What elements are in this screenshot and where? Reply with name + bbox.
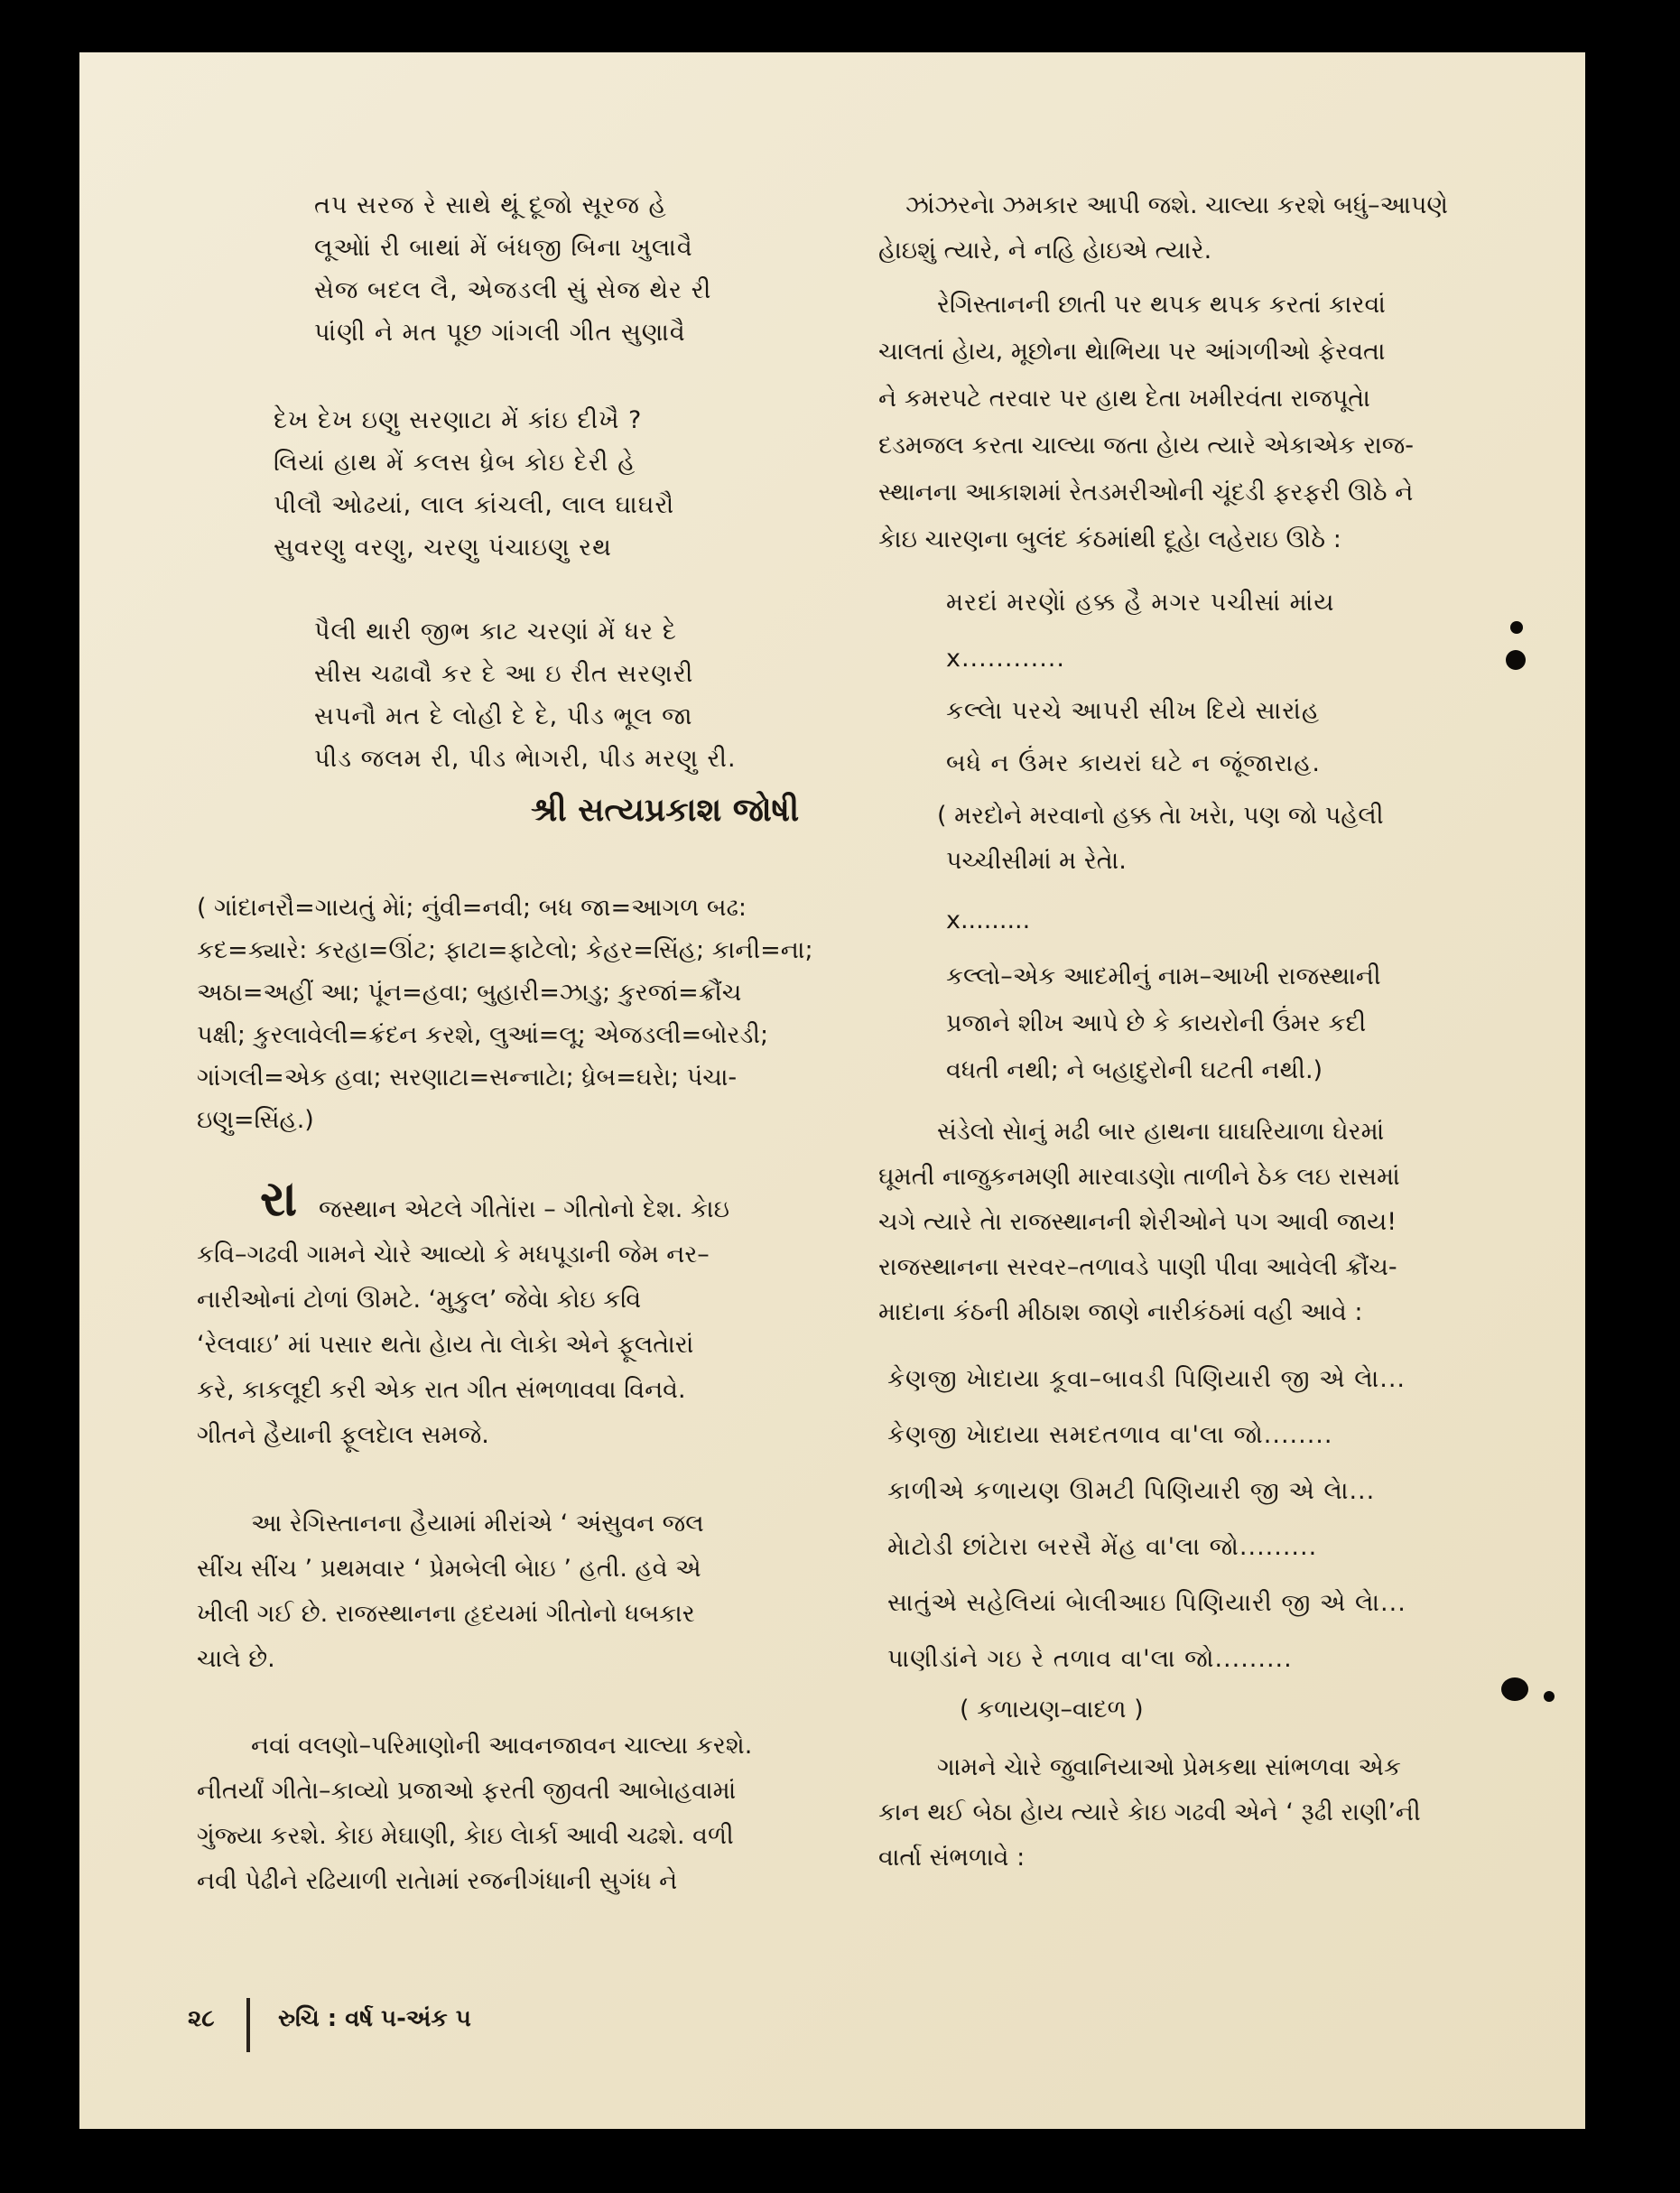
paragraph-line: નવાં વલણો–પરિમાણોની આવનજાવન ચાલ્યા કરશે. <box>251 1732 753 1760</box>
poem-line: સેજ બદલ લૈ, એજડલી સું સેજ થેર રી <box>314 276 712 304</box>
paragraph-line: સ્થાનના આકાશમાં રેતડમરીઓની ચૂંદડી ફરફરી ઊઠે ને <box>878 479 1414 506</box>
doha-dots: x............ <box>946 645 1065 673</box>
paragraph-line: હેાઇશું ત્યારે, ને નહિ હેાઇએ ત્યારે. <box>878 237 1212 265</box>
song-line: પાણીડાંને ગઇ રે તળાવ વા'લા જો......... <box>887 1645 1293 1673</box>
doha-gloss-line: કલ્લો–એક આદમીનું નામ–આખી રાજસ્થાની <box>946 962 1381 990</box>
paragraph-line: રેગિસ્તાનની છાતી પર થપક થપક કરતાં કારવાં <box>937 291 1386 319</box>
paragraph-line: ‘રેલવાઇ’ માં પસાર થતેા હેાય તેા લેાકેા એને ફૂલતેારાં <box>197 1331 694 1359</box>
doha-line: મરદાં મરણેાં હક્ક હૈ મગર પચીસાં માંય <box>946 589 1335 617</box>
paragraph-line: ચાલે છે. <box>197 1645 275 1673</box>
journal-name: રુચિ : વર્ષ ૫-અંક ૫ <box>278 2005 471 2032</box>
paragraph-line: સંડેલો સેાનું મઢી બાર હાથના ઘાઘરિયાળા ઘેરમાં <box>937 1118 1385 1146</box>
magazine-page <box>79 52 1585 2129</box>
paragraph-line: નીતર્યાં ગીતેા–કાવ્યો પ્રજાઓ ફરતી જીવતી આબેાહવામાં <box>197 1777 737 1805</box>
glossary-line: ( ગાંદાનરૌ=ગાયતું મેાં; નુંવી=નવી; બધ જા=આગળ બઢ: <box>197 894 747 922</box>
paragraph-line: ઝાંઝરનેા ઝમકાર આપી જશે. ચાલ્યા કરશે બધું–આપણે <box>905 191 1448 219</box>
poem-line: સપનૌ મત દે લોહી દે દે, પીડ ભૂલ જા <box>314 702 693 730</box>
poem-line: દેખ દેખ ઇણુ સરણાટા મેં કાંઇ દીખૈ ? <box>274 406 643 434</box>
doha-gloss-line: પચ્ચીસીમાં મ રેતેા. <box>946 847 1127 875</box>
doha-line: કલ્લેા પરચે આપરી સીખ દિયે સારાંહ <box>946 697 1321 725</box>
glossary-line: કદ=ક્યારે: કરહા=ઊંટ; ફાટા=ફાટેલો; કેહર=સિંહ; કાની=ના; <box>197 936 813 964</box>
paragraph-line: વાર્તા સંભળાવે : <box>878 1844 1026 1872</box>
glossary-line: પક્ષી; કુરલાવેલી=ક્રંદન કરશે, લુઆં=લૂ; એજડલી=બોરડી; <box>197 1021 769 1049</box>
poem-line: સુવરણુ વરણુ, ચરણુ પંચાઇણુ રથ <box>274 534 612 562</box>
paragraph-line: કેાઇ ચારણના બુલંદ કંઠમાંથી દૂહેા લહેરાઇ ઊઠે : <box>878 525 1341 553</box>
song-line: કાળીએ કળાયણ ઊમટી પિણિયારી જી એ લેા... <box>887 1477 1376 1505</box>
page-number: ૨૮ <box>188 2005 215 2032</box>
paragraph-line: ઘૂમતી નાજુકનમણી મારવાડણેા તાળીને ઠેક લઇ રાસમાં <box>878 1163 1400 1191</box>
doha-gloss-line: ( મરદોને મરવાનો હક્ક તેા ખરેા, પણ જો પહેલી <box>937 802 1384 830</box>
paragraph-line: ચગે ત્યારે તેા રાજસ્થાનની શેરીઓને પગ આવી જાય! <box>878 1208 1397 1236</box>
poem-line: પાંણી ને મત પૂછ ગાંગલી ગીત સુણાવૈ <box>314 319 686 347</box>
doha-gloss-line: પ્રજાને શીખ આપે છે કે કાયરોની ઉંમર કદી <box>946 1009 1367 1037</box>
paragraph-line: ખીલી ગઈ છે. રાજસ્થાનના હૃદયમાં ગીતોનો ધબકાર <box>197 1600 695 1628</box>
poem-line: પીડ જલમ રી, પીડ ભેાગરી, પીડ મરણુ રી. <box>314 745 737 773</box>
footer-divider <box>246 1998 250 2052</box>
paragraph-line: માદાના કંઠની મીઠાશ જાણે નારીકંઠમાં વહી આવે : <box>878 1298 1363 1326</box>
punch-hole <box>1510 621 1523 634</box>
punch-hole <box>1544 1691 1555 1702</box>
punch-hole <box>1501 1677 1528 1701</box>
paragraph-line: કરે, કાકલૂદી કરી એક રાત ગીત સંભળાવવા વિનવે. <box>197 1376 686 1404</box>
poem-line: પૈલી થારી જીભ કાટ ચરણાં મેં ધર દે <box>314 618 677 646</box>
song-line: મેાટોડી છાંટેારા બરસૈ મેંહ વા'લા જો......... <box>887 1533 1318 1561</box>
paragraph-line: આ રેગિસ્તાનના હૈયામાં મીરાંએ ‘ અંસુવન જલ <box>251 1510 704 1538</box>
glossary-line: અઠા=અહીં આ; પૂંન=હવા; બુહારી=ઝાડુ; કુરજાં=ક્રૌંચ <box>197 979 742 1007</box>
paragraph-line: નવી પેઢીને રઢિયાળી રાતેામાં રજનીગંધાની સુગંધ ને <box>197 1867 678 1895</box>
paragraph-line: ગુંજ્યા કરશે. કેાઇ મેઘાણી, કેાઇ લેાર્કા આવી ચઢશે. વળી <box>197 1822 734 1850</box>
poem-line: સીસ ચઢાવૌ કર દે આ ઇ રીત સરણરી <box>314 660 694 688</box>
drop-cap: રા <box>260 1170 298 1227</box>
paragraph-line: કવિ–ગઢવી ગામને ચેારે આવ્યો કે મધપૂડાની જેમ નર– <box>197 1241 710 1268</box>
paragraph-line: રાજસ્થાનના સરવર–તળાવડે પાણી પીવા આવેલી ક્રૌંચ- <box>878 1253 1397 1281</box>
paragraph-line: જસ્થાન એટલે ગીતેાંરા – ગીતોનો દેશ. કેાઇ <box>319 1195 729 1223</box>
poem-author: શ્રી સત્યપ્રકાશ જોષી <box>531 792 800 829</box>
song-line: કેણજી ખેાદાયા સમદતળાવ વા'લા જો........ <box>887 1421 1333 1449</box>
glossary-line: ઇણુ=સિંહ.) <box>197 1106 314 1134</box>
paragraph-line: સીંચ સીંચ ’ પ્રથમવાર ‘ પ્રેમબેલી બેાઇ ’ હતી. હવે એ <box>197 1555 701 1583</box>
paragraph-line: ગામને ચેારે જુવાનિયાઓ પ્રેમકથા સાંભળવા એક <box>937 1753 1401 1781</box>
glossary-line: ગાંગલી=એક હવા; સરણાટા=સન્નાટેા; ધ્રેબ=ઘરેા; પંચા- <box>197 1064 738 1092</box>
song-line: સાતુંએ સહેલિયાં બેાલીઆઇ પિણિયારી જી એ લેા... <box>887 1589 1406 1617</box>
poem-line: પીલૌ ઓઢયાં, લાલ કાંચલી, લાલ ઘાઘરૌ <box>274 491 675 519</box>
paragraph-line: ને કમરપટે તરવાર પર હાથ દેતા ખમીરવંતા રાજપૂતેા <box>878 385 1370 413</box>
paragraph-line: નારીઓનાં ટોળાં ઊમટે. ‘મુકુલ’ જેવેા કોઇ કવિ <box>197 1286 642 1314</box>
paragraph-line: ગીતને હૈયાની ફૂલદેાલ સમજે. <box>197 1421 489 1449</box>
doha-gloss-line: x......... <box>946 906 1031 934</box>
paragraph-line: ચાલતાં હેાય, મૂછોના થેાભિયા પર આંગળીઓ ફેરવતા <box>878 338 1386 366</box>
poem-line: તપ સરજ રે સાથે થૂં દૂજો સૂરજ હે <box>314 191 667 219</box>
doha-gloss-line: વધતી નથી; ને બહાદુરોની ઘટતી નથી.) <box>946 1056 1323 1084</box>
poem-line: લૂઓાં રી બાથાં મેં બંધજી બિના ખુલાવૈ <box>314 234 693 262</box>
punch-hole <box>1506 650 1526 670</box>
paragraph-line: દડમજલ કરતા ચાલ્યા જતા હેાય ત્યારે એકાએક રાજ- <box>878 432 1415 460</box>
doha-line: બધે ન ઉંમર કાયરાં ઘટે ન જૂંજારાહ. <box>946 749 1322 777</box>
paragraph-line: કાન થઈ બેઠા હેાય ત્યારે કેાઇ ગઢવી એને ‘ રૂઢી રાણી’ની <box>878 1798 1421 1826</box>
poem-line: લિયાં હાથ મેં કલસ ધ્રેબ કોઇ દેરી હે <box>274 449 636 477</box>
song-line: કેણજી ખેાદાયા કૂવા–બાવડી પિણિયારી જી એ લેા... <box>887 1365 1406 1393</box>
song-gloss: ( કળાયણ–વાદળ ) <box>960 1696 1144 1724</box>
